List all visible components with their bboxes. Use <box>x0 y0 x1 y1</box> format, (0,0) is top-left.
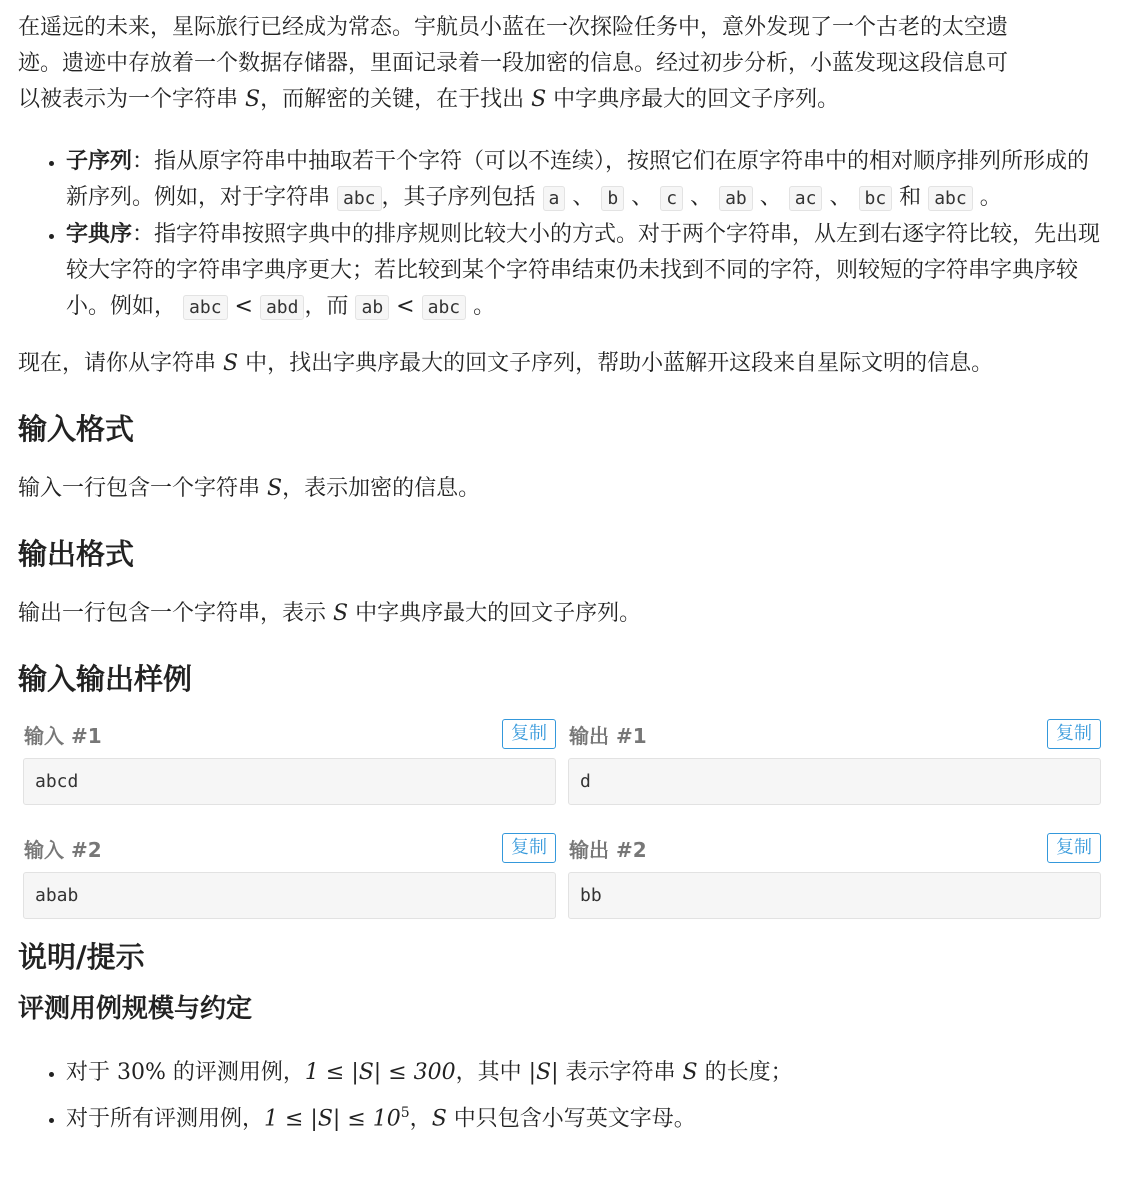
input-text-2: ，表示加密的信息。 <box>282 476 481 501</box>
definition-lexicographic <box>66 217 1105 326</box>
copy-button[interactable]: 复制 <box>502 719 556 749</box>
sample-input-box[interactable]: abab <box>23 872 556 919</box>
intro-line-3a: 以被表示为一个字符串 <box>18 87 245 112</box>
percent-value: 30% <box>117 1060 166 1085</box>
intro-line-3c: 中字典序最大的回文子序列。 <box>546 87 840 112</box>
lexicographic-text-2: ，而 <box>304 294 356 319</box>
sample-header <box>23 831 556 865</box>
subsequence-text-2: ，其子序列包括 <box>381 185 543 210</box>
var-s: S <box>333 601 349 626</box>
definition-subsequence <box>66 144 1105 217</box>
input-text: 输入一行包含一个字符串 <box>18 476 267 501</box>
constraints-list <box>18 1053 1105 1139</box>
copy-button[interactable]: 复制 <box>502 833 556 863</box>
sample-input-box[interactable]: abcd <box>23 758 556 805</box>
output-format-text <box>18 596 1105 632</box>
sample-output-label: 输出 #1 <box>569 723 647 748</box>
code-abc: abc <box>337 186 382 211</box>
notes-heading: 说明/提示 <box>18 940 145 974</box>
constraint-text: 对于所有评测用例， <box>66 1106 265 1132</box>
var-s: S <box>267 476 283 501</box>
task-text: 现在，请你从字符串 <box>18 351 223 376</box>
exponent: 5 <box>400 1105 410 1121</box>
code-abd: abd <box>260 295 305 320</box>
var-s: S <box>682 1060 698 1085</box>
period: 。 <box>473 294 496 319</box>
less-than: < <box>396 294 415 319</box>
separator: 、 <box>572 185 595 210</box>
sample-input-label: 输入 #1 <box>24 723 102 748</box>
constraint-text: 中只包含小写英文字母。 <box>446 1106 696 1132</box>
var-s: S <box>223 351 239 376</box>
code-c: c <box>660 186 683 211</box>
intro-line-2: 迹。遗迹中存放着一个数据存储器，里面记录着一段加密的信息。经过初步分析，小蓝发现这段信息可 <box>18 51 1009 76</box>
term-lexicographic: 字典序 <box>66 222 133 247</box>
constraint-30-percent <box>66 1053 1105 1093</box>
task-paragraph <box>18 346 1105 382</box>
code-abc-last: abc <box>928 186 973 211</box>
term-subsequence: 子序列 <box>66 149 133 174</box>
sample-input-1 <box>23 717 556 805</box>
period: 。 <box>979 185 1002 210</box>
constraint-text: 的长度； <box>697 1060 793 1085</box>
abs-s: |S| <box>528 1060 559 1085</box>
copy-button[interactable]: 复制 <box>1047 719 1101 749</box>
separator: 、 <box>829 185 852 210</box>
and-text: 和 <box>892 185 929 210</box>
output-format-heading: 输出格式 <box>18 537 135 571</box>
var-s: S <box>245 87 261 112</box>
var-s: S <box>431 1106 447 1132</box>
sample-header <box>568 831 1101 865</box>
code-bc: bc <box>859 186 893 211</box>
constraint-text: ，其中 <box>455 1060 529 1085</box>
intro-line-1: 在遥远的未来，星际旅行已经成为常态。宇航员小蓝在一次探险任务中，意外发现了一个古老的太空遗 <box>18 15 1009 40</box>
sample-output-2 <box>568 831 1101 919</box>
constraint-text: 的评测用例， <box>165 1060 305 1085</box>
sample-row-1 <box>23 717 1105 805</box>
constraint-text: 表示字符串 <box>558 1060 683 1085</box>
sample-input-label: 输入 #2 <box>24 837 102 862</box>
output-text: 输出一行包含一个字符串，表示 <box>18 601 333 626</box>
copy-button[interactable]: 复制 <box>1047 833 1101 863</box>
constraint-all <box>66 1093 1105 1139</box>
input-format-heading: 输入格式 <box>18 412 135 446</box>
separator: 、 <box>631 185 654 210</box>
definition-list <box>18 144 1105 326</box>
code-ab: ab <box>355 295 389 320</box>
subsequence-text: ：指从原字符串中抽取若干个字符（可以不连续），按照它们在原字符串中的相对顺序排列所形成的新序列。例如，对于字符串 <box>66 149 1090 210</box>
sample-output-box[interactable]: bb <box>568 872 1101 919</box>
sample-row-2 <box>23 831 1105 919</box>
code-b: b <box>601 186 624 211</box>
lexicographic-text: ：指字符串按照字典中的排序规则比较大小的方式。对于两个字符串，从左到右逐字符比较，先出现较大字符的字符串字典序更大；若比较到某个字符串结束仍未找到不同的字符，则较短的字符串字典序较小。例如， <box>66 222 1101 319</box>
samples-section <box>18 717 1105 919</box>
constraint-text: ， <box>409 1106 432 1132</box>
intro-paragraph <box>18 10 1105 118</box>
less-than: < <box>234 294 253 319</box>
sample-input-2 <box>23 831 556 919</box>
sample-header <box>568 717 1101 751</box>
sample-output-box[interactable]: d <box>568 758 1101 805</box>
code-ac: ac <box>789 186 823 211</box>
output-text-2: 中字典序最大的回文子序列。 <box>348 601 642 626</box>
code-abc: abc <box>422 295 467 320</box>
var-s: S <box>531 87 547 112</box>
samples-heading: 输入输出样例 <box>18 662 193 696</box>
separator: 、 <box>690 185 713 210</box>
code-abc: abc <box>183 295 228 320</box>
sample-output-label: 输出 #2 <box>569 837 647 862</box>
input-format-text <box>18 471 1105 507</box>
constraint-math: 1 ≤ |S| ≤ 300 <box>304 1060 456 1085</box>
constraint-text: 对于 <box>66 1060 117 1085</box>
code-ab: ab <box>719 186 753 211</box>
notes-subheading: 评测用例规模与约定 <box>18 994 253 1024</box>
sample-output-1 <box>568 717 1101 805</box>
sample-header <box>23 717 556 751</box>
task-text-2: 中，找出字典序最大的回文子序列，帮助小蓝解开这段来自星际文明的信息。 <box>238 351 994 376</box>
constraint-math: 1 ≤ |S| ≤ 10 <box>264 1106 401 1132</box>
code-a: a <box>543 186 566 211</box>
intro-line-3b: ，而解密的关键，在于找出 <box>260 87 532 112</box>
separator: 、 <box>759 185 782 210</box>
